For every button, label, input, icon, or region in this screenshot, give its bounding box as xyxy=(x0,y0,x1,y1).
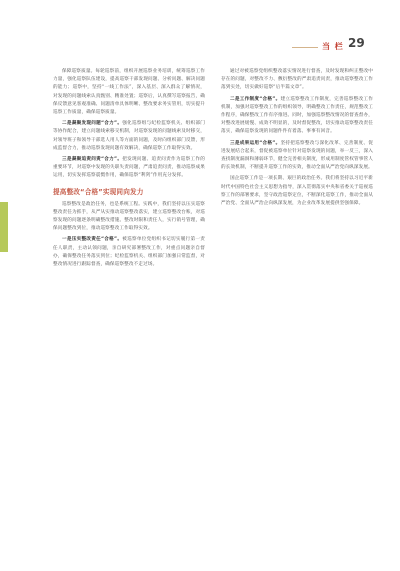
paragraph-lead: 三是凝聚追责问责“合力”。 xyxy=(62,157,123,163)
paragraph xyxy=(53,156,205,181)
side-color-tab xyxy=(0,202,8,252)
section-tag: 当 栏 xyxy=(322,42,344,51)
paragraph-lead: 一是压实整改责任“合格”。 xyxy=(62,237,123,243)
paragraph-body: 被巡察单位党组织书记切实履行第一责任人职责，主动认领问题，亲自研究部署整改工作，对重点问题亲自督办，确保整改任务落实到位；纪检监察机关、组织部门加强日常监督，对整改情况进行跟踪督查，确保巡察整改不走过场。 xyxy=(53,237,205,268)
paragraph xyxy=(53,236,205,269)
paragraph-lead: 三是成果运用“合格”。 xyxy=(230,140,281,146)
paragraph xyxy=(53,120,205,153)
paragraph-body: 把发现问题、追责问责作为巡察工作的重要环节，对巡察中发现的失职失责问题，严肃追责问责，推动巡察成果运用，切实发挥巡察震慑作用，确保巡察“利剑”作用充分发挥。 xyxy=(53,157,205,179)
header-rule xyxy=(292,47,318,48)
paragraph: 保障巡察质量。每轮巡察前，组织开展巡察业务培训，统筹巡察工作力量，强化巡察队伍建设，提高巡察干部发现问题、分析问题、解决问题的能力；巡察中，坚持“一线工作法”，深入基层、深入群众了解情况，对发现的问题线索认真甄别、精准处置；巡察后，认真撰写巡察报告，确保反馈意见客观准确、问题清单具体明晰、整改要求务实管用，切实提升巡察工作质量，确保巡察质量。 xyxy=(53,69,205,116)
paragraph: 巡察整改是政治任务，也是系统工程。实践中，我们坚持以压实巡察整改责任为抓手，从严从实推动巡察整改落实，建立巡察整改台账，对巡察发现的问题逐条明确整改措施、整改时限和责任人，实行销号管理，确保问题整改到位，推动巡察整改工作取得实效。 xyxy=(53,201,205,232)
paragraph-body: 坚持把巡察整改与深化改革、完善制度、促进发展结合起来，督促被巡察单位针对巡察发现的问题，举一反三，深入查找制度漏洞和薄弱环节，健全完善相关制度，形成用制度管权管事管人的长效机制，不断提升巡察工作的实效，推动全面从严治党向纵深发展。 xyxy=(221,140,373,171)
right-column xyxy=(221,68,373,208)
paragraph: 国企巡察工作是一项长期、艰巨的政治任务。我们将坚持以习近平新时代中国特色社会主义思想为指导，深入贯彻落实中央和省委关于巡视巡察工作的部署要求，坚守政治巡察定位，不断深化巡察工作，推动全面从严治党、全面从严治企向纵深发展，为企业改革发展提供坚强保障。 xyxy=(221,176,373,207)
paragraph-lead: 二是凝聚发现问题“合力”。 xyxy=(62,121,123,127)
section-subheading: 提高整改“合格”实现同向发力 xyxy=(53,187,144,196)
page-number: 29 xyxy=(348,36,365,50)
left-column xyxy=(53,68,205,269)
paragraph: 通过对被巡察党组织整改落实情况进行督查，及时发现和纠正整改中存在的问题，对整改不力、敷衍整改的严肃追责问责，推动巡察整改工作落到实处，切实做好巡察“后半篇文章”。 xyxy=(221,69,373,91)
paragraph-body: 强化巡察组与纪检监察机关、组织部门等协作配合，建立问题线索移交机制，对巡察发现的问题线索及时移交，对领导班子和领导干部选人用人等方面的问题，及时向组织部门反馈，形成监督合力，推动巡察发现问题有效解决，确保巡察工作取得实效。 xyxy=(53,121,205,151)
paragraph xyxy=(221,140,373,173)
paragraph-body: 建立巡察整改工作制度，完善巡察整改工作机制，加强对巡察整改工作的组织领导，明确整改工作责任，规范整改工作程序，确保整改工作有序推进。同时，加强巡察整改情况的督查督办，对整改进展缓慢、成效不明显的，及时督促整改，切实推动巡察整改责任落实，确保巡察发现的问题件件有着落、事事有回音。 xyxy=(221,96,373,135)
paragraph-lead: 二是工作制度“合格”。 xyxy=(230,96,281,102)
paragraph xyxy=(221,96,373,137)
